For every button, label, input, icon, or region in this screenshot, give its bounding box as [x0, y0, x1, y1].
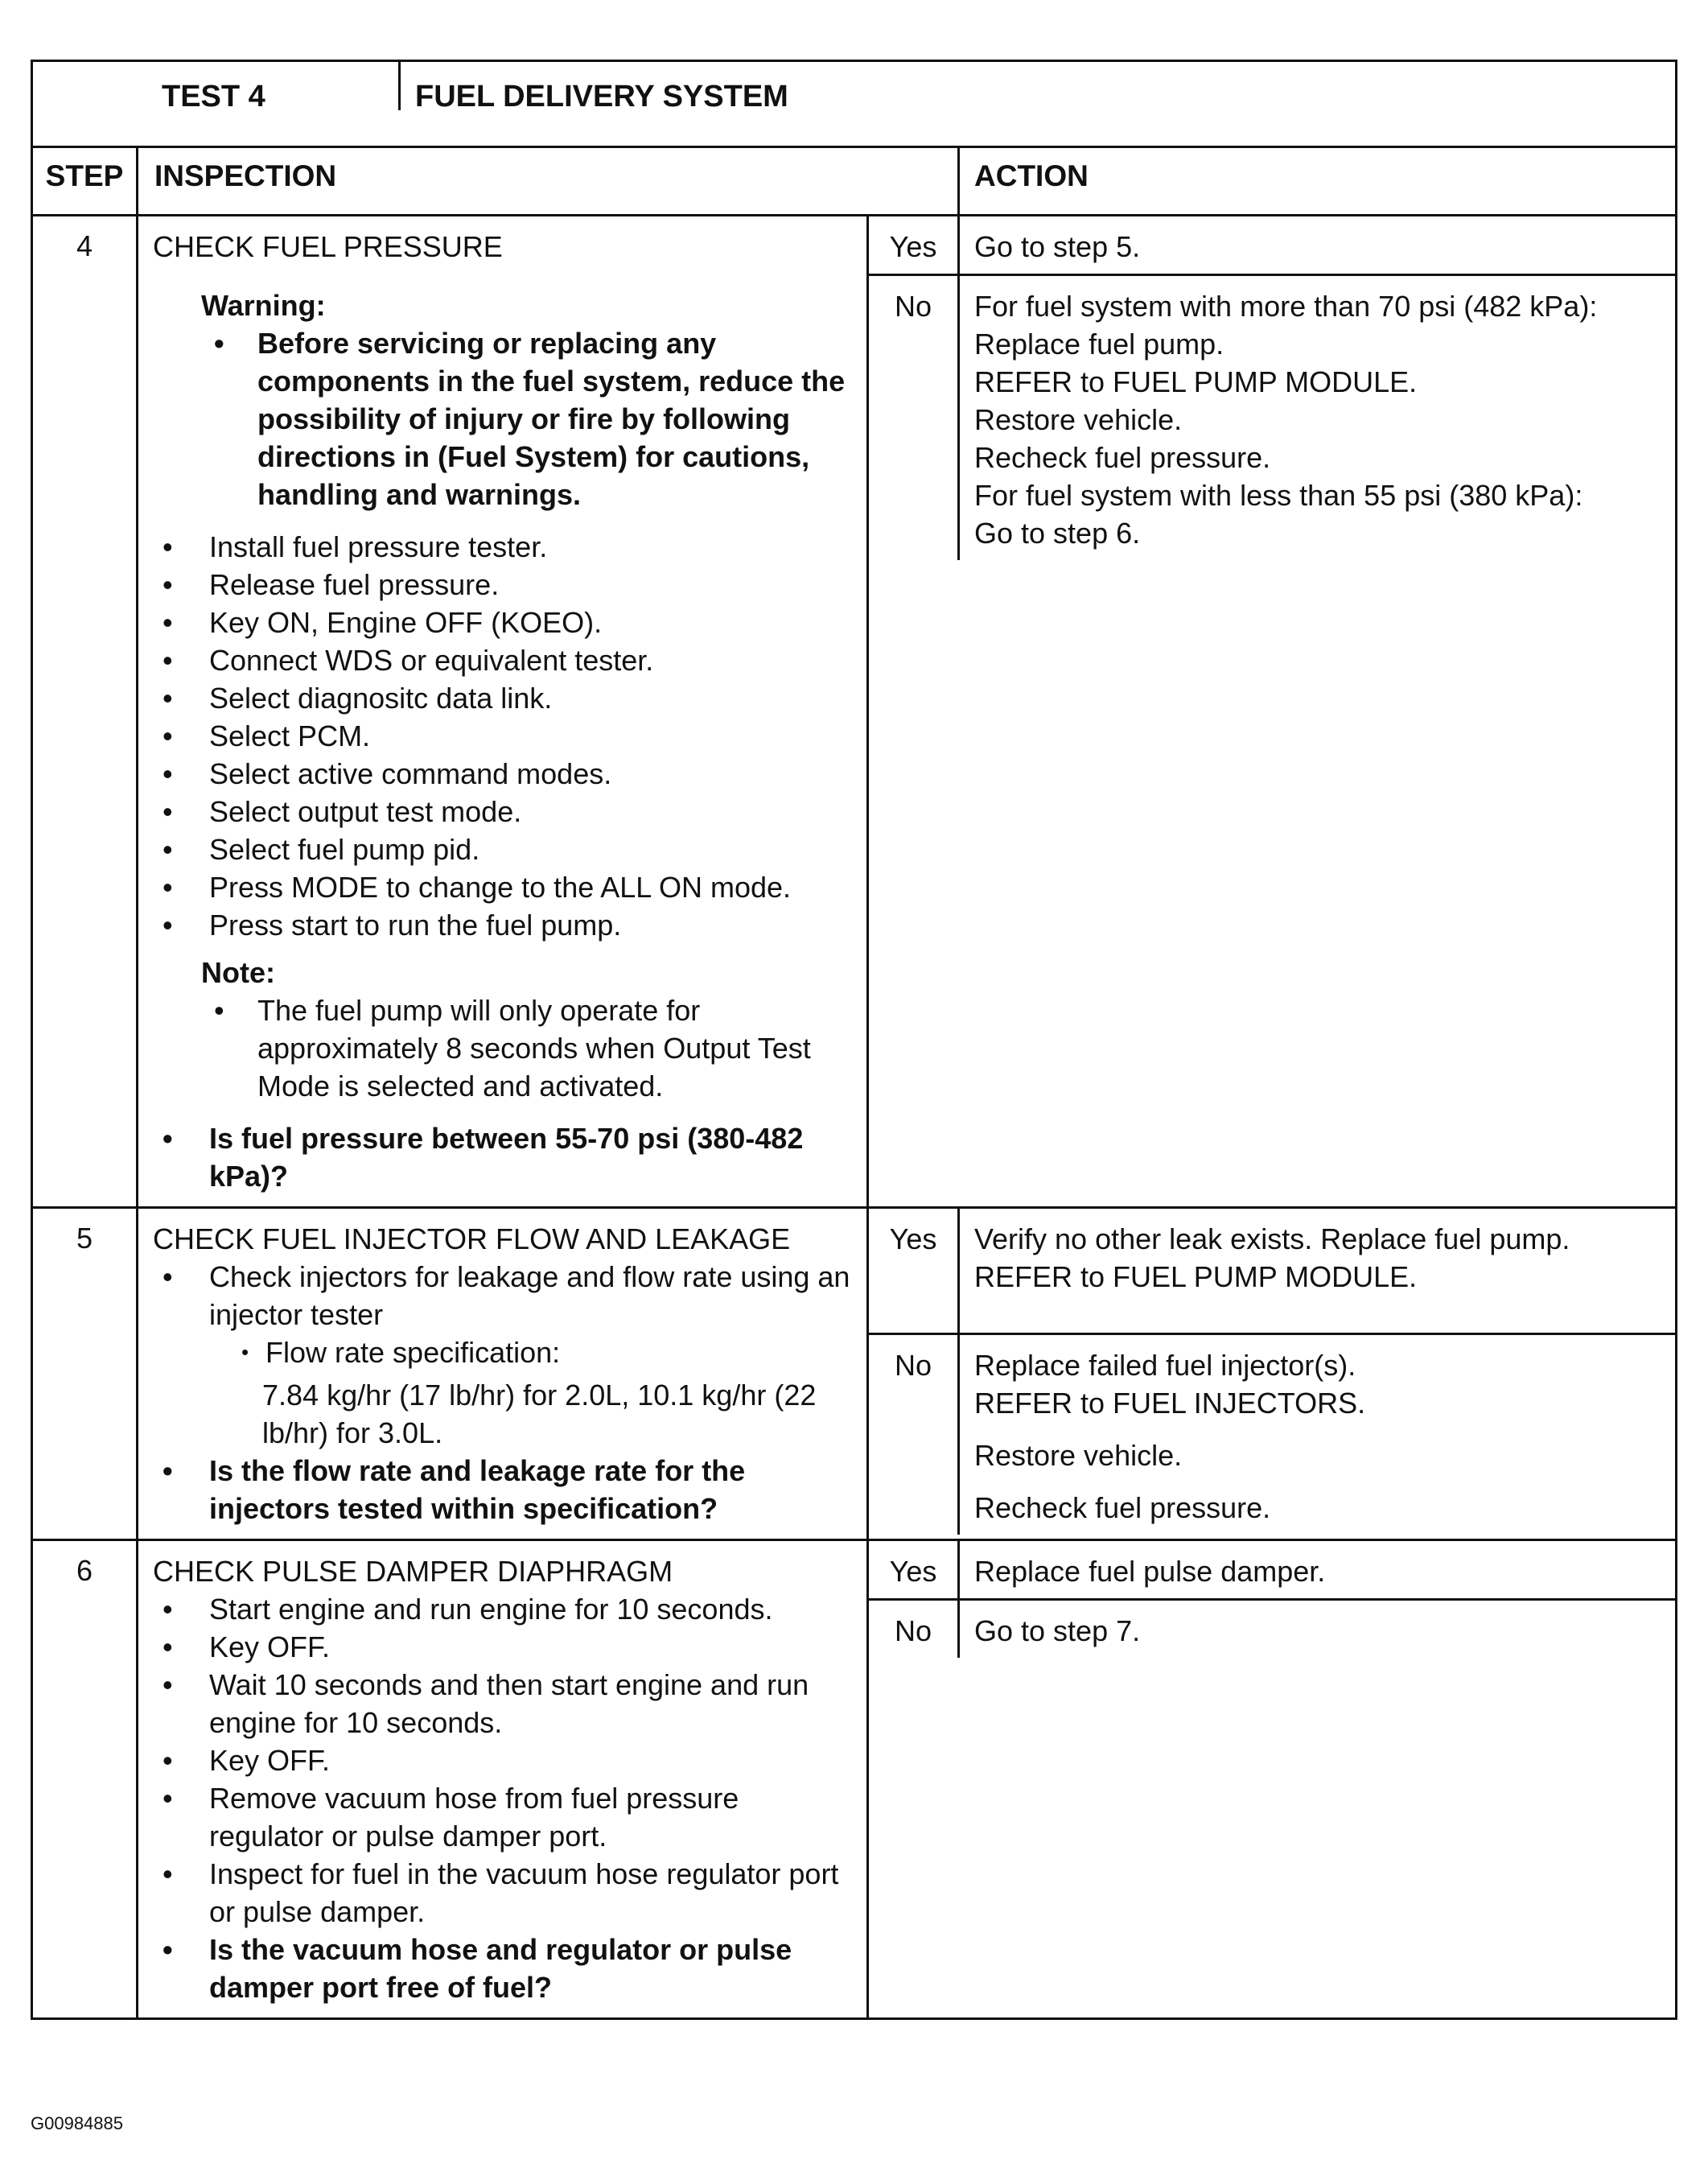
no-label: No	[869, 275, 959, 561]
list-item: • Start engine and run engine for 10 seconds.	[153, 1590, 855, 1628]
action-line: Replace fuel pulse damper.	[974, 1555, 1326, 1588]
sub-list-item: • Flow rate specification:	[153, 1333, 855, 1371]
action-line: REFER to FUEL PUMP MODULE.	[974, 1260, 1418, 1293]
step-4-bullet-list	[153, 528, 855, 944]
no-action	[959, 275, 1676, 561]
column-header-row	[32, 147, 1677, 216]
no-action	[959, 1600, 1676, 1659]
test-name: FUEL DELIVERY SYSTEM	[415, 80, 788, 113]
list-item: • Wait 10 seconds and then start engine and run engine for 10 seconds.	[153, 1666, 855, 1741]
header-step: STEP	[32, 147, 138, 216]
list-item: • Key OFF.	[153, 1741, 855, 1779]
list-item: • Select fuel pump pid.	[153, 830, 855, 868]
list-item: • Release fuel pressure.	[153, 566, 855, 604]
action-line: Restore vehicle.	[974, 1439, 1183, 1472]
yes-action	[959, 1541, 1676, 1600]
list-item: • Select PCM.	[153, 717, 855, 755]
list-item: • Inspect for fuel in the vacuum hose regulator port or pulse damper.	[153, 1855, 855, 1931]
action-line: Go to step 7.	[974, 1614, 1141, 1647]
step-5-inspection	[138, 1208, 868, 1540]
action-line: REFER to FUEL INJECTORS.	[974, 1387, 1366, 1420]
action-line: Restore vehicle.	[974, 403, 1183, 436]
step-6-inspection	[138, 1540, 868, 2019]
note-label: Note:	[201, 956, 275, 989]
action-line: Replace failed fuel injector(s).	[974, 1349, 1356, 1382]
spec-text: 7.84 kg/hr (17 lb/hr) for 2.0L, 10.1 kg/hr (22 lb/hr) for 3.0L.	[262, 1379, 817, 1449]
note-list	[153, 991, 855, 1105]
figure-code: G00984885	[31, 2113, 123, 2133]
action-line: For fuel system with more than 70 psi (482 kPa):	[974, 290, 1598, 323]
action-line: Go to step 6.	[974, 517, 1141, 550]
action-line: REFER to FUEL PUMP MODULE.	[974, 365, 1418, 398]
list-item: • Select output test mode.	[153, 793, 855, 830]
diagnostic-table	[31, 60, 1677, 2020]
action-line: Recheck fuel pressure.	[974, 441, 1271, 474]
step-number: 5	[32, 1208, 138, 1540]
action-line: For fuel system with less than 55 psi (380 kPa):	[974, 479, 1583, 512]
list-item: • Select diagnositc data link.	[153, 679, 855, 717]
no-row	[869, 1600, 1675, 1659]
question-list	[153, 1119, 855, 1195]
yes-row	[869, 216, 1675, 275]
step-6-bullet-list	[153, 1590, 855, 2006]
diagnostic-table-sheet	[31, 60, 1675, 2020]
list-item: • Install fuel pressure tester.	[153, 528, 855, 566]
yes-action	[959, 1209, 1676, 1334]
step-5-outcomes	[869, 1209, 1675, 1535]
step-4-inspection	[138, 216, 868, 1208]
step-number: 6	[32, 1540, 138, 2019]
step-question: • Is fuel pressure between 55-70 psi (380-482 kPa)?	[153, 1119, 855, 1195]
step-title: CHECK FUEL PRESSURE	[153, 230, 503, 263]
action-line: Recheck fuel pressure.	[974, 1491, 1271, 1524]
list-item: • Remove vacuum hose from fuel pressure regulator or pulse damper port.	[153, 1779, 855, 1855]
yes-row	[869, 1541, 1675, 1600]
no-label: No	[869, 1334, 959, 1535]
list-item: • Connect WDS or equivalent tester.	[153, 641, 855, 679]
yes-label: Yes	[869, 1541, 959, 1600]
list-item: • Key OFF.	[153, 1628, 855, 1666]
step-row-5	[32, 1208, 1677, 1540]
yes-label: Yes	[869, 1209, 959, 1334]
list-item: • Select active command modes.	[153, 755, 855, 793]
test-label: TEST 4	[33, 62, 401, 110]
list-item: • Press MODE to change to the ALL ON mode.	[153, 868, 855, 906]
no-row	[869, 275, 1675, 561]
action-line: Replace fuel pump.	[974, 328, 1224, 361]
step-number: 4	[32, 216, 138, 1208]
note-text: • The fuel pump will only operate for approximately 8 seconds when Output Test Mode is selected and activated.	[153, 991, 855, 1105]
step-row-4	[32, 216, 1677, 1208]
warning-text: • Before servicing or replacing any components in the fuel system, reduce the possibility of injury or fire by following directions in (Fuel System) for cautions, handling and warnings.	[153, 324, 855, 513]
warning-list	[153, 324, 855, 513]
warning-label: Warning:	[201, 289, 326, 322]
list-item: • Key ON, Engine OFF (KOEO).	[153, 604, 855, 641]
step-row-6	[32, 1540, 1677, 2019]
title-row	[32, 61, 1677, 147]
yes-row	[869, 1209, 1675, 1334]
no-row	[869, 1334, 1675, 1535]
list-item: • Press start to run the fuel pump.	[153, 906, 855, 944]
action-line: Go to step 5.	[974, 230, 1141, 263]
action-line: Verify no other leak exists. Replace fuel pump.	[974, 1222, 1570, 1255]
step-question: • Is the vacuum hose and regulator or pulse damper port free of fuel?	[153, 1931, 855, 2006]
yes-action	[959, 216, 1676, 275]
step-title: CHECK PULSE DAMPER DIAPHRAGM	[153, 1555, 673, 1588]
step-4-outcomes	[869, 216, 1675, 560]
list-item: • Check injectors for leakage and flow rate using an injector tester	[153, 1258, 855, 1333]
no-label: No	[869, 1600, 959, 1659]
no-action	[959, 1334, 1676, 1535]
step-question: • Is the flow rate and leakage rate for the injectors tested within specification?	[153, 1452, 855, 1527]
header-inspection: INSPECTION	[138, 147, 959, 216]
yes-label: Yes	[869, 216, 959, 275]
step-title: CHECK FUEL INJECTOR FLOW AND LEAKAGE	[153, 1222, 791, 1255]
header-action: ACTION	[959, 147, 1677, 216]
step-6-outcomes	[869, 1541, 1675, 1658]
